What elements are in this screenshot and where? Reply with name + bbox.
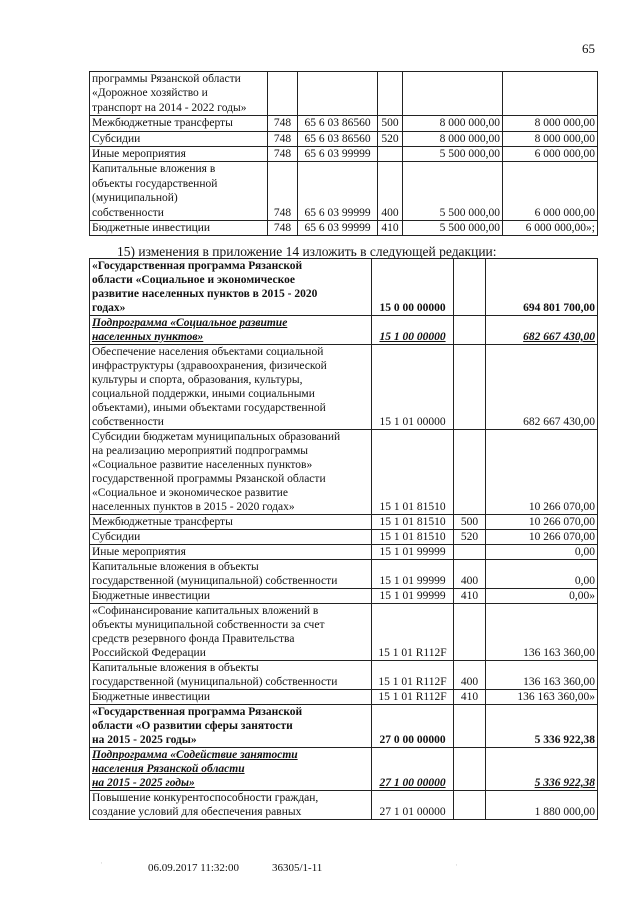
target-article-cell: 27 0 00 00000 [372,705,454,748]
target-article-cell: 15 1 01 81510 [372,530,454,545]
amount-cell: 5 336 922,38 [486,705,598,748]
amount-cell: 0,00 [486,560,598,589]
table-row [90,316,598,345]
target-article-cell: 15 1 01 R112F [372,604,454,661]
row-name-cell: Подпрограмма «Содействие занятости населения Рязанской области на 2015 - 2025 годы» [90,748,372,791]
table-row [90,545,598,560]
table-row [90,690,598,705]
admin-code-cell: 748 [268,116,298,131]
expense-type-cell [454,791,486,820]
amount-cell-1 [403,72,503,116]
target-article-cell: 65 6 03 86560 [298,131,378,146]
table-row [90,748,598,791]
table-row [90,116,598,131]
expense-type-cell [454,705,486,748]
amount-cell: 682 667 430,00 [486,345,598,430]
expense-type-cell: 410 [454,589,486,604]
table-row [90,515,598,530]
amount-cell: 5 336 922,38 [486,748,598,791]
expense-type-cell: 500 [378,116,403,131]
amount-cell: 136 163 360,00» [486,690,598,705]
expense-type-cell [378,72,403,116]
amount-cell: 10 266 070,00 [486,430,598,515]
expense-type-cell [454,604,486,661]
table-row [90,530,598,545]
target-article-cell: 15 0 00 00000 [372,259,454,316]
table-row [90,147,598,162]
row-name-cell: Подпрограмма «Социальное развитие населенных пунктов» [90,316,372,345]
amount-cell-1: 8 000 000,00 [403,131,503,146]
row-name-cell: Субсидии бюджетам муниципальных образований на реализацию мероприятий подпрограммы «Социальное развитие населенных пунктов» государственной программы Рязанской области «Социальное и экономическое развитие населенных пунктов в 2015 - 2020 годах» [90,430,372,515]
appropriations-table-continued [89,71,598,236]
expense-type-cell [454,345,486,430]
amount-cell-1: 5 500 000,00 [403,147,503,162]
table-row [90,72,598,116]
target-article-cell: 65 6 03 99999 [298,162,378,221]
scan-artifact: · [455,860,458,870]
amount-cell: 10 266 070,00 [486,515,598,530]
target-article-cell: 15 1 01 00000 [372,345,454,430]
footer-datetime: 06.09.2017 11:32:00 [148,862,239,874]
target-article-cell: 27 1 01 00000 [372,791,454,820]
appendix-14-table [89,258,598,820]
row-name-cell: Повышение конкурентоспособности граждан, создание условий для обеспечения равных [90,791,372,820]
expense-type-cell [454,430,486,515]
row-name-cell: Капитальные вложения в объекты государственной (муниципальной) собственности [90,162,268,221]
expense-type-cell: 400 [378,162,403,221]
row-name-cell: Субсидии [90,131,268,146]
amount-cell-2: 6 000 000,00 [503,147,598,162]
admin-code-cell [268,72,298,116]
row-name-cell: Иные мероприятия [90,147,268,162]
row-name-cell: Бюджетные инвестиции [90,589,372,604]
amount-cell-2: 8 000 000,00 [503,131,598,146]
scan-artifact: · [100,858,103,868]
expense-type-cell: 410 [378,221,403,236]
table-row [90,589,598,604]
table-row [90,791,598,820]
admin-code-cell: 748 [268,221,298,236]
admin-code-cell: 748 [268,147,298,162]
expense-type-cell [378,147,403,162]
expense-type-cell: 520 [454,530,486,545]
target-article-cell [298,72,378,116]
row-name-cell: «Софинансирование капитальных вложений в объекты муниципальной собственности за счет средств резервного фонда Правительства Российской Федерации [90,604,372,661]
expense-type-cell: 520 [378,131,403,146]
section-heading: 15) изменения в приложение 14 изложить в следующей редакции: [117,244,497,259]
amount-cell: 136 163 360,00 [486,661,598,690]
row-name-cell: Капитальные вложения в объекты государственной (муниципальной) собственности [90,661,372,690]
target-article-cell: 15 1 01 R112F [372,690,454,705]
expense-type-cell: 400 [454,560,486,589]
amount-cell: 694 801 700,00 [486,259,598,316]
target-article-cell: 15 1 01 81510 [372,515,454,530]
amount-cell-2 [503,72,598,116]
amount-cell-1: 5 500 000,00 [403,221,503,236]
target-article-cell: 15 1 00 00000 [372,316,454,345]
amount-cell-2: 6 000 000,00 [503,162,598,221]
expense-type-cell [454,545,486,560]
target-article-cell: 15 1 01 99999 [372,589,454,604]
admin-code-cell: 748 [268,131,298,146]
target-article-cell: 15 1 01 81510 [372,430,454,515]
table-row [90,661,598,690]
target-article-cell: 15 1 01 99999 [372,545,454,560]
target-article-cell: 15 1 01 R112F [372,661,454,690]
table-row [90,560,598,589]
footer-doc-number: 36305/1-11 [272,862,323,874]
row-name-cell: Бюджетные инвестиции [90,690,372,705]
table-row [90,705,598,748]
target-article-cell: 65 6 03 99999 [298,221,378,236]
target-article-cell: 27 1 00 00000 [372,748,454,791]
expense-type-cell [454,259,486,316]
table-row [90,345,598,430]
expense-type-cell: 410 [454,690,486,705]
target-article-cell: 65 6 03 86560 [298,116,378,131]
amount-cell: 136 163 360,00 [486,604,598,661]
row-name-cell: «Государственная программа Рязанской области «Социальное и экономическое развитие населенных пунктов в 2015 - 2020 годах» [90,259,372,316]
amount-cell: 1 880 000,00 [486,791,598,820]
amount-cell-2: 8 000 000,00 [503,116,598,131]
amount-cell: 0,00 [486,545,598,560]
table-row [90,604,598,661]
row-name-cell: программы Рязанской области «Дорожное хозяйство и транспорт на 2014 - 2022 годы» [90,72,268,116]
row-name-cell: Межбюджетные трансферты [90,116,268,131]
expense-type-cell [454,316,486,345]
expense-type-cell: 500 [454,515,486,530]
amount-cell: 682 667 430,00 [486,316,598,345]
table-row [90,430,598,515]
amount-cell-1: 5 500 000,00 [403,162,503,221]
page-number: 65 [582,41,595,56]
row-name-cell: Бюджетные инвестиции [90,221,268,236]
table-row [90,221,598,236]
amount-cell-1: 8 000 000,00 [403,116,503,131]
expense-type-cell: 400 [454,661,486,690]
target-article-cell: 65 6 03 99999 [298,147,378,162]
amount-cell: 0,00» [486,589,598,604]
row-name-cell: Обеспечение населения объектами социальной инфраструктуры (здравоохранения, физической культуры и спорта, образования, культуры, социальной поддержки, иными социальными объектами), иными объектами государственной собственности [90,345,372,430]
row-name-cell: «Государственная программа Рязанской области «О развитии сферы занятости на 2015 - 2025 годы» [90,705,372,748]
expense-type-cell [454,748,486,791]
table-row [90,162,598,221]
table-row [90,131,598,146]
table-row [90,259,598,316]
row-name-cell: Капитальные вложения в объекты государственной (муниципальной) собственности [90,560,372,589]
row-name-cell: Иные мероприятия [90,545,372,560]
amount-cell-2: 6 000 000,00»; [503,221,598,236]
amount-cell: 10 266 070,00 [486,530,598,545]
row-name-cell: Межбюджетные трансферты [90,515,372,530]
admin-code-cell: 748 [268,162,298,221]
row-name-cell: Субсидии [90,530,372,545]
target-article-cell: 15 1 01 99999 [372,560,454,589]
